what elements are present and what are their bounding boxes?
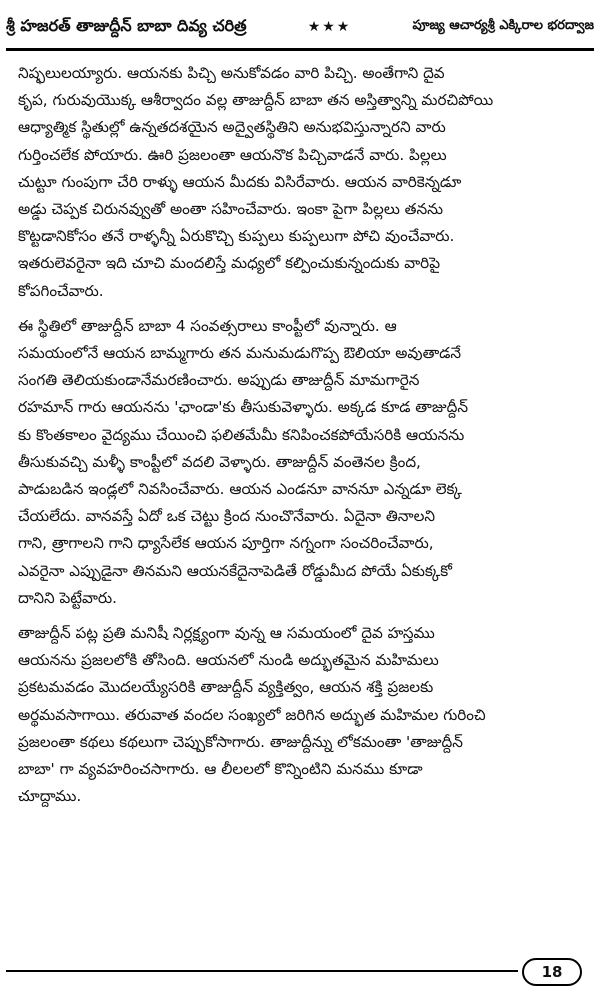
text-line: గాని, త్రాగాలని గాని ధ్యాసేలేక ఆయన పూర్తిగా నగ్నంగా సంచరించేవారు, [18, 534, 434, 553]
text-line: పాడుబడిన ఇండ్లలో నివసించేవారు. ఆయన ఎండనూ వాననూ ఎన్నడూ లెక్క [18, 480, 462, 499]
text-line: కు కొంతకాలం వైద్యము చేయించి ఫలితమేమీ కనిపించకపోయేసరికి ఆయనను [18, 425, 465, 444]
footer-rule [6, 970, 518, 972]
text-line: ఈ స్థితిలో తాజుద్దీన్ బాబా 4 సంవత్సరాలు కాంప్టీలో వున్నారు. ఆ [18, 316, 397, 335]
paragraph [18, 620, 586, 810]
text-line: ఆధ్యాత్మిక స్థితుల్లో ఉన్నతదశయైన అద్వైతస్థితిని అనుభవిస్తున్నారని వారు [18, 118, 446, 137]
text-line: చూద్దాము. [18, 787, 82, 806]
text-line: తీసుకువచ్చి మళ్ళీ కాంప్టీలో వదలి వెళ్ళారు. తాజుద్దీన్ వంతెనల క్రింద, [18, 452, 421, 471]
text-line: రహమాన్ గారు ఆయనను 'ఛాండా'కు తీసుకువెళ్ళారు. అక్కడ కూడ తాజుద్దీన్ [18, 398, 468, 417]
text-line: చేయలేదు. వానవస్తే ఏదో ఒక చెట్టు క్రింద నుంచొనేవారు. ఏదైనా తినాలని [18, 507, 435, 526]
text-line: ఆయనను ప్రజలలోకి తోసింది. ఆయనలో నుండి అద్భుతమైన మహిమలు [18, 651, 439, 670]
author-name: పూజ్య ఆచార్యశ్రీ ఎక్కిరాల భరద్వాజ [412, 18, 594, 33]
text-line: తాజుద్దీన్ పట్ల ప్రతి మనిషీ నిర్లక్ష్యంగా వున్న ఆ సమయంలో దైవ హస్తము [18, 624, 435, 643]
text-line: బాబా' గా వ్యవహరించసాగారు. ఆ లీలలలో కొన్నింటిని మనము కూడా [18, 760, 423, 779]
paragraph [18, 60, 586, 305]
text-line: దానిని పెట్టేవారు. [18, 588, 118, 607]
text-line: సమయంలోనే ఆయన బామ్మగారు తన మనుమడుగొప్ప ఔలియా అవుతాడనే [18, 344, 462, 363]
text-line: గుర్తించలేక పోయారు. ఊరి ప్రజలంతా ఆయనొక పిచ్చివాడనే వారు. పిల్లలు [18, 145, 447, 164]
page-footer [6, 958, 594, 986]
body-text [18, 60, 586, 810]
text-line: ఎవరైనా ఎప్పుడైనా తినమని ఆయనకేదైనాపెడితే రోడ్డుమీద పోయే ఏకుక్కకో [18, 561, 452, 580]
text-line: కోపగించేవారు. [18, 281, 104, 300]
text-line: అర్థమవసాగాయి. తరువాత వందల సంఖ్యలో జరిగిన అద్భుత మహిమల గురించి [18, 705, 486, 724]
book-title: శ్రీ హజరత్ తాజుద్దీన్ బాబా దివ్య చరిత్ర [6, 15, 247, 35]
text-line: కృప, గురువుయొక్క ఆశీర్వాదం వల్ల తాజుద్దీన్ బాబా తన అస్తిత్వాన్ని మరచిపోయి [18, 91, 494, 110]
text-line: అడ్డు చెప్పక చిరునవ్వుతో అంతా సహించేవారు. ఇంకా పైగా పిల్లలు తనను [18, 200, 444, 219]
paragraph [18, 313, 586, 612]
text-line: సంగతి తెలియకుండానేమరణించారు. అప్పుడు తాజుద్దీన్ మామగారైన [18, 371, 420, 390]
page-number: 18 [522, 958, 582, 986]
star-ornament: ★★★ [307, 19, 352, 35]
text-line: ప్రజలంతా కథలు కథలుగా చెప్పుకోసాగారు. తాజుద్దీన్ను లోకమంతా 'తాజుద్దీన్ [18, 732, 463, 751]
text-line: చుట్టూ గుంపుగా చేరి రాళ్ళు ఆయన మీదకు విసిరేవారు. ఆయన వారికెన్నడూ [18, 172, 462, 191]
text-line: ఇతరులెవరైనా ఇది చూచి మందలిస్తే మధ్యలో కల్పించుకున్నందుకు వారిపై [18, 254, 440, 273]
text-line: ప్రకటమవడం మొదలయ్యేసరికి తాజుద్దీన్ వ్యక్తిత్వం, ఆయన శక్తి ప్రజలకు [18, 678, 434, 697]
text-line: నిష్ఫలులయ్యారు. ఆయనకు పిచ్చి అనుకోవడం వారి పిచ్చి. అంతేగాని దైవ [18, 64, 445, 82]
running-header [6, 6, 594, 51]
text-line: కొట్టడానికోసం తనే రాళ్ళన్నీ ఏరుకొచ్చి కుప్పలు కుప్పలుగా పోచి వుంచేవారు. [18, 227, 455, 246]
